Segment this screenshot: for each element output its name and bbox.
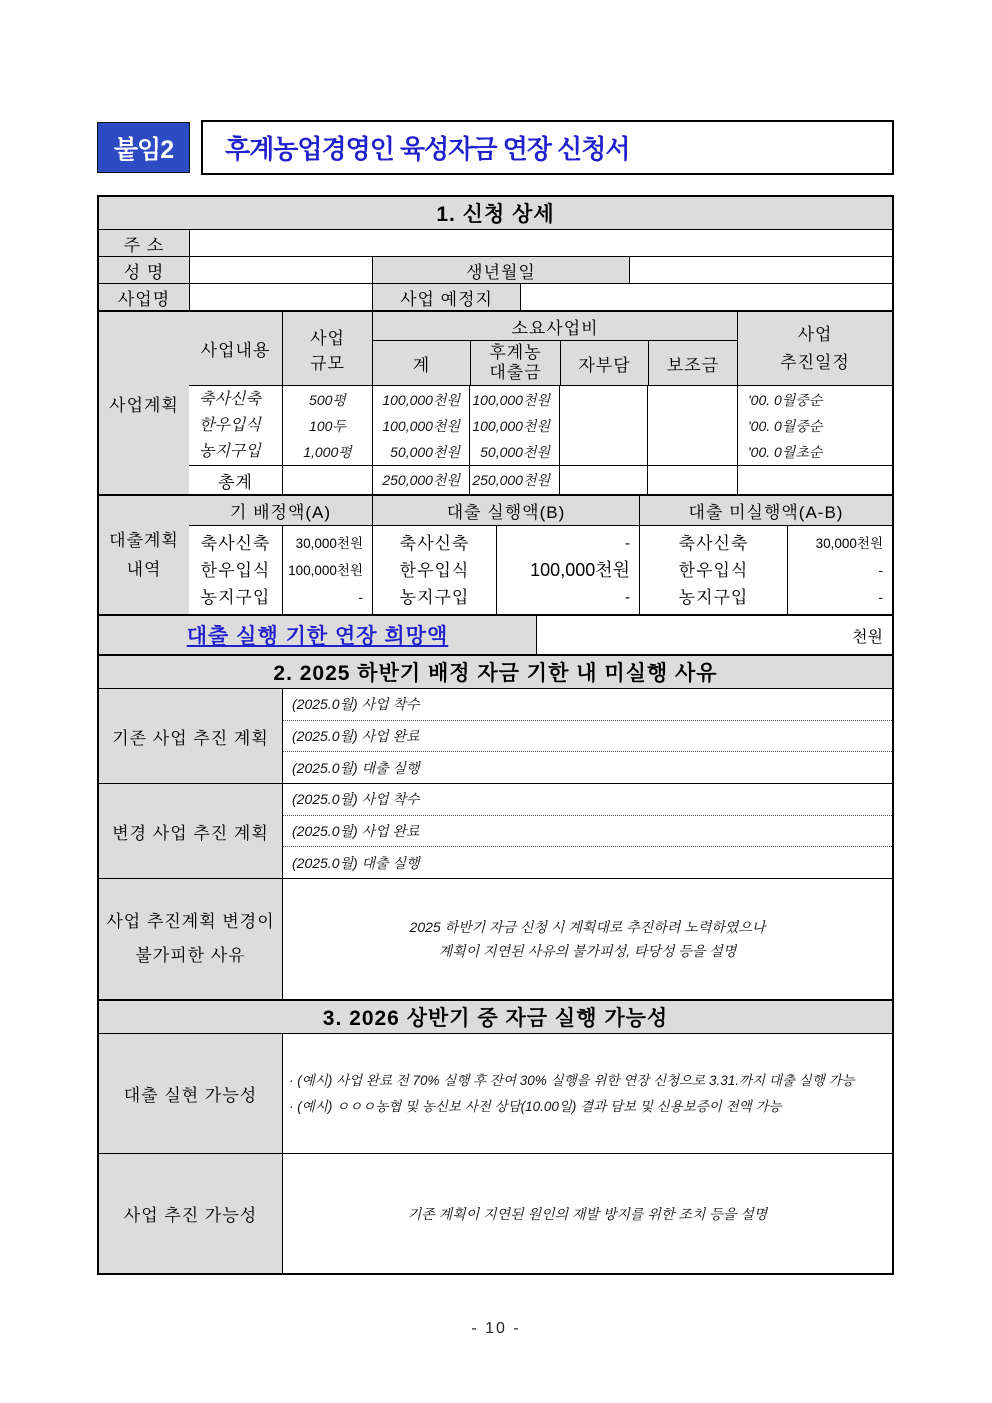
loan-a-value-3: - xyxy=(358,589,363,605)
plan-sum-1: 100,000천원 xyxy=(382,391,460,408)
plan-header-cost-group-block xyxy=(372,312,737,385)
address-label: 주 소 xyxy=(99,230,189,256)
loan-a-values xyxy=(282,526,372,614)
existing-plan-label: 기존 사업 추진 계획 xyxy=(99,689,282,783)
business-feasibility-content-text: 기존 계획이 지연된 원인의 재발 방지를 위한 조치 등을 설명 xyxy=(407,1205,768,1222)
loan-b-item-2: 한우입식 xyxy=(399,560,470,580)
loan-feasibility-line2: · (예시) ㅇㅇㅇ농협 및 농신보 사전 상담(10.00일) 결과 담보 및 신용보증이 전액 가능 xyxy=(289,1098,782,1114)
plan-header-loan-line2: 대출금 xyxy=(489,363,542,382)
business-name-value-field xyxy=(189,284,372,310)
plan-header-cost-group: 소요사업비 xyxy=(373,312,737,340)
plan-scale-3: 1,000평 xyxy=(303,443,352,460)
plan-header-subsidy: 보조금 xyxy=(648,341,737,385)
plan-content-3: 농지구입 xyxy=(199,442,261,460)
change-reason-label xyxy=(99,879,282,999)
section3-header: 3. 2026 상반기 중 자금 실행 가능성 xyxy=(99,999,892,1033)
plan-sum-2: 100,000천원 xyxy=(382,417,460,434)
existing-plan-block xyxy=(99,688,892,783)
plan-header-loan-line1: 후계농 xyxy=(489,343,542,362)
plan-total-loan xyxy=(469,466,559,494)
name-label: 성 명 xyxy=(99,257,189,283)
loan-b-items xyxy=(372,526,496,614)
plan-total-scale-field xyxy=(282,466,372,494)
loan-ab-value-1: 30,000천원 xyxy=(815,535,883,551)
plan-schedule-2: '00. 0월중순 xyxy=(748,417,823,434)
plan-schedule-3: '00. 0월초순 xyxy=(748,443,823,460)
loan-ab-items xyxy=(639,526,787,614)
loan-b-value-2: 100,000천원 xyxy=(530,559,630,580)
changed-plan-block xyxy=(99,783,892,878)
extension-amount-unit: 천원 xyxy=(852,628,883,646)
plan-total-sum xyxy=(372,466,469,494)
plan-loan-values xyxy=(469,386,559,465)
extension-request-label: 대출 실행 기한 연장 희망액 xyxy=(99,616,536,654)
business-feasibility-block xyxy=(99,1153,892,1273)
plan-header-scale xyxy=(282,312,372,385)
plan-header-scale-line2: 규모 xyxy=(310,353,345,373)
plan-table-data-row xyxy=(189,385,892,465)
document-header xyxy=(97,120,894,175)
plan-schedule-1: '00. 0월중순 xyxy=(748,391,823,408)
plan-loan-1: 100,000천원 xyxy=(472,391,550,408)
existing-plan-row-1: (2025.0월) 사업 착수 xyxy=(292,696,420,713)
changed-plan-row-2: (2025.0월) 사업 완료 xyxy=(283,815,892,847)
loan-header-executed: 대출 실행액(B) xyxy=(372,496,639,525)
loan-plan-block xyxy=(99,494,892,614)
plan-content-2: 한우입식 xyxy=(199,416,261,434)
loan-b-item-1: 축사신축 xyxy=(399,533,470,553)
plan-total-self-pay-field xyxy=(559,466,647,494)
existing-plan-row-3: (2025.0월) 대출 실행 xyxy=(283,751,892,783)
loan-table-header xyxy=(189,496,892,525)
loan-plan-row-label-line2: 내역 xyxy=(126,560,162,579)
business-plan-row-label: 사업계획 xyxy=(99,312,189,494)
loan-header-allocated: 기 배정액(A) xyxy=(189,496,372,525)
loan-feasibility-block xyxy=(99,1033,892,1153)
business-name-row xyxy=(99,283,892,310)
loan-table-data-row xyxy=(189,525,892,614)
address-row xyxy=(99,229,892,256)
loan-b-item-3: 농지구입 xyxy=(399,587,470,607)
loan-ab-values xyxy=(787,526,892,614)
extension-request-row xyxy=(99,614,892,654)
plan-scale-values xyxy=(282,386,372,465)
extension-amount-field xyxy=(536,616,892,654)
loan-ab-value-2: - xyxy=(878,562,883,578)
business-feasibility-label: 사업 추진 가능성 xyxy=(99,1154,282,1273)
plan-header-schedule-line1: 사업 xyxy=(797,324,833,344)
loan-a-value-2: 100,000천원 xyxy=(288,562,363,578)
plan-loan-2: 100,000천원 xyxy=(472,417,550,434)
changed-plan-row-3: (2025.0월) 대출 실행 xyxy=(283,846,892,878)
birthdate-value-field xyxy=(629,257,892,283)
business-plan-block xyxy=(99,310,892,494)
loan-a-value-1: 30,000천원 xyxy=(295,535,363,551)
plan-subsidy-field xyxy=(647,386,737,465)
loan-a-item-1: 축사신축 xyxy=(200,533,271,553)
loan-plan-row-label xyxy=(99,496,189,614)
loan-b-values xyxy=(496,526,639,614)
plan-header-content: 사업내용 xyxy=(189,312,282,385)
plan-header-sum: 계 xyxy=(373,341,470,385)
loan-a-item-2: 한우입식 xyxy=(200,560,271,580)
business-name-label: 사업명 xyxy=(99,284,189,310)
change-reason-content-line1: 2025 하반기 자금 신청 시 계획대로 추진하려 노력하였으나 xyxy=(409,919,766,935)
plan-sum-values xyxy=(372,386,469,465)
loan-a-items xyxy=(189,526,282,614)
business-feasibility-content xyxy=(282,1154,892,1273)
name-row xyxy=(99,256,892,283)
loan-b-value-1: - xyxy=(625,534,630,552)
site-value-field xyxy=(520,284,892,310)
loan-feasibility-label: 대출 실현 가능성 xyxy=(99,1034,282,1153)
change-reason-content xyxy=(282,879,892,999)
plan-sum-3: 50,000천원 xyxy=(390,443,460,460)
plan-header-self-pay: 자부담 xyxy=(560,341,648,385)
attachment-badge: 붙임2 xyxy=(97,122,190,173)
existing-plan-row-2: (2025.0월) 사업 완료 xyxy=(283,720,892,752)
changed-plan-row-1: (2025.0월) 사업 착수 xyxy=(292,791,420,808)
plan-scale-2: 100두 xyxy=(309,417,346,434)
loan-header-unexecuted: 대출 미실행액(A-B) xyxy=(639,496,892,525)
plan-table-header xyxy=(189,312,892,385)
change-reason-label-line2: 불가피한 사유 xyxy=(135,946,246,965)
plan-table-total-row xyxy=(189,465,892,494)
section2-header: 2. 2025 하반기 배정 자금 기한 내 미실행 사유 xyxy=(99,654,892,688)
change-reason-label-line1: 사업 추진계획 변경이 xyxy=(106,912,275,931)
address-value-field xyxy=(189,230,892,256)
loan-ab-value-3: - xyxy=(878,589,883,605)
application-form-table xyxy=(97,195,894,1275)
name-value-field xyxy=(189,257,372,283)
plan-header-scale-line1: 사업 xyxy=(310,328,345,348)
loan-ab-item-3: 농지구입 xyxy=(678,587,749,607)
document-title: 후계농업경영인 육성자금 연장 신청서 xyxy=(201,120,894,175)
plan-content-values xyxy=(189,386,282,465)
loan-a-item-3: 농지구입 xyxy=(200,587,271,607)
plan-loan-3: 50,000천원 xyxy=(480,443,550,460)
plan-scale-1: 500평 xyxy=(309,391,346,408)
loan-b-value-3: - xyxy=(625,588,630,606)
section1-header: 1. 신청 상세 xyxy=(99,197,892,229)
plan-self-pay-field xyxy=(559,386,647,465)
plan-total-sum-value: 250,000천원 xyxy=(382,472,460,488)
loan-feasibility-line1: · (예시) 사업 완료 전 70% 실행 후 잔여 30% 실행을 위한 연장 신청으로 3.31.까지 대출 실행 가능 xyxy=(289,1072,855,1088)
page-number: - 10 - xyxy=(471,1320,521,1337)
changed-plan-label: 변경 사업 추진 계획 xyxy=(99,784,282,878)
plan-total-schedule-field xyxy=(737,466,892,494)
plan-header-loan xyxy=(470,341,560,385)
loan-feasibility-content xyxy=(282,1034,892,1153)
loan-ab-item-2: 한우입식 xyxy=(678,560,749,580)
plan-total-loan-value: 250,000천원 xyxy=(472,472,550,488)
plan-header-schedule xyxy=(737,312,892,385)
loan-ab-item-1: 축사신축 xyxy=(678,533,749,553)
change-reason-content-line2: 계획이 지연된 사유의 불가피성, 타당성 등을 설명 xyxy=(438,943,737,959)
plan-schedule-values xyxy=(737,386,892,465)
loan-plan-row-label-line1: 대출계획 xyxy=(109,531,179,550)
plan-total-subsidy-field xyxy=(647,466,737,494)
plan-content-1: 축사신축 xyxy=(199,390,261,408)
plan-total-label: 총계 xyxy=(218,472,253,492)
change-reason-block xyxy=(99,878,892,999)
birthdate-label: 생년월일 xyxy=(372,257,629,283)
site-label: 사업 예정지 xyxy=(372,284,520,310)
plan-header-schedule-line2: 추진일정 xyxy=(780,352,850,372)
